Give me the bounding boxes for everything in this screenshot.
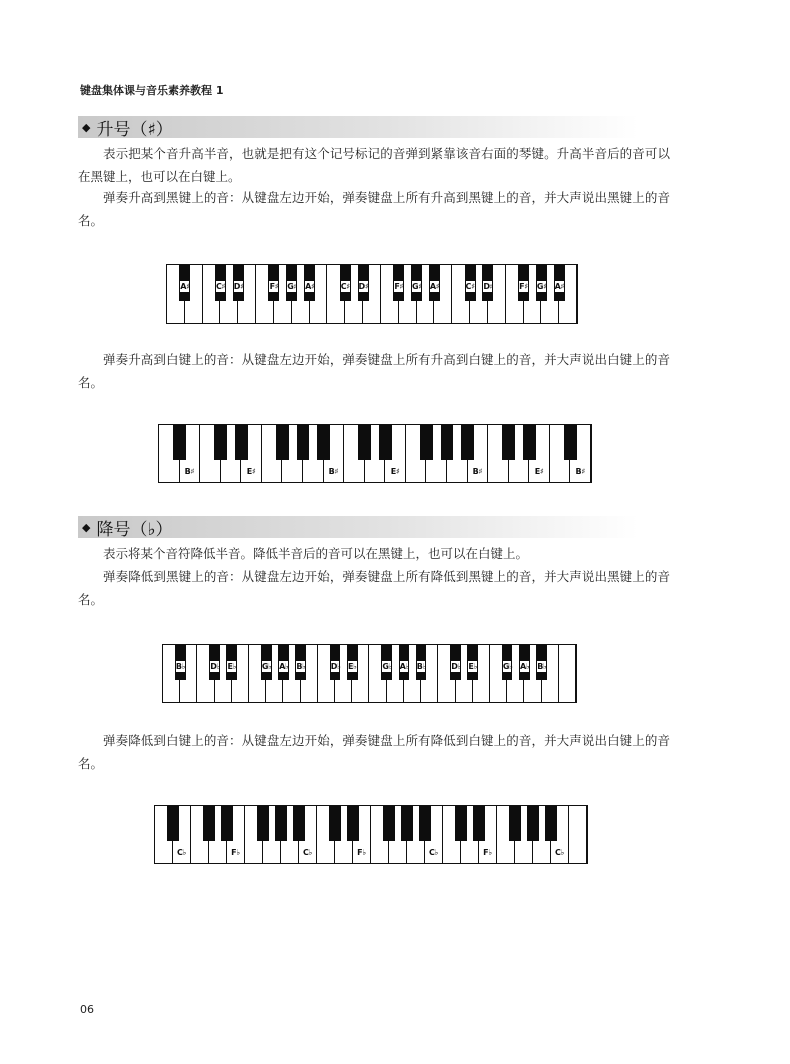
running-head: 键盘集体课与音乐素养教程 1: [80, 84, 224, 97]
black-key-label: D♯: [358, 282, 369, 292]
black-key: [179, 265, 190, 301]
white-key: [559, 645, 576, 702]
black-key: [429, 265, 440, 301]
black-key: [379, 425, 392, 460]
black-key: [304, 265, 315, 301]
black-key: [411, 265, 422, 301]
black-key-label: F♯: [269, 282, 279, 292]
black-key: [554, 265, 565, 301]
black-key: [347, 806, 358, 841]
black-key: [358, 425, 371, 460]
black-key: [215, 265, 226, 301]
black-key: [329, 806, 340, 841]
black-key: [502, 425, 515, 460]
white-key-label: B♯: [328, 467, 339, 476]
black-key: [203, 806, 214, 841]
black-key: [358, 265, 369, 301]
black-key: [416, 645, 427, 680]
black-key: [233, 265, 244, 301]
black-key: [536, 265, 547, 301]
black-key-label: D♭: [330, 661, 341, 671]
black-key-label: D♯: [233, 282, 244, 292]
black-key: [419, 806, 430, 841]
black-key-label: E♭: [227, 661, 237, 671]
black-key: [257, 806, 268, 841]
black-key: [519, 645, 530, 680]
black-key: [461, 425, 474, 460]
black-key: [523, 425, 536, 460]
black-key-label: C♯: [340, 282, 350, 292]
black-key: [340, 265, 351, 301]
black-key: [221, 806, 232, 841]
keyboard-flat-black: [162, 644, 577, 703]
white-key-label: E♯: [534, 467, 544, 476]
black-key-label: D♭: [210, 661, 221, 671]
black-key: [502, 645, 513, 680]
sharp-definition: 表示把某个音升高半音，也就是把有这个记号标记的音弹到紧靠该音右面的琴键。升高半音后的音可以在黑键上，也可以在白键上。: [78, 146, 670, 184]
section-header-flat: [78, 516, 638, 538]
black-key-label: A♭: [279, 661, 289, 671]
black-key-label: C♯: [465, 282, 475, 292]
black-key-label: F♯: [519, 282, 528, 292]
white-key-label: C♭: [428, 848, 439, 857]
white-key-label: C♭: [554, 848, 565, 857]
black-key: [276, 425, 289, 460]
black-key-label: G♯: [412, 282, 422, 292]
black-key: [175, 645, 186, 680]
black-key: [209, 645, 220, 680]
black-key-label: A♯: [429, 282, 440, 292]
black-key: [536, 645, 547, 680]
black-key: [441, 425, 454, 460]
black-key-label: B♭: [537, 661, 547, 671]
black-key: [399, 645, 410, 680]
black-key-label: F♯: [394, 282, 404, 292]
white-key-label: B♯: [575, 467, 585, 476]
black-key: [173, 425, 186, 460]
flat-definition: 表示将某个音符降低半音。降低半音后的音可以在黑键上，也可以在白键上。: [103, 546, 529, 561]
black-key: [261, 645, 272, 680]
white-key-label: F♭: [231, 848, 240, 857]
black-key-label: B♭: [296, 661, 306, 671]
white-key-label: B♯: [184, 467, 195, 476]
white-key-label: F♭: [357, 848, 366, 857]
black-key-label: G♭: [502, 661, 513, 671]
black-key-label: E♭: [468, 661, 478, 671]
black-key: [268, 265, 279, 301]
black-key-label: B♭: [175, 661, 186, 671]
black-key: [278, 645, 289, 680]
white-key: [569, 806, 587, 863]
black-key: [465, 265, 476, 301]
black-key-label: A♯: [554, 282, 565, 292]
black-key-label: D♭: [451, 661, 462, 671]
sharp-black-instruction: 弹奏升高到黑键上的音：从键盘左边开始，弹奏键盘上所有升高到黑键上的音，并大声说出黑键上的音名。: [78, 190, 670, 228]
black-key: [545, 806, 556, 841]
keyboard-sharp-black: [166, 264, 578, 324]
black-key: [401, 806, 412, 841]
black-key-label: B♭: [416, 661, 427, 671]
black-key: [527, 806, 538, 841]
white-key-label: E♯: [246, 467, 256, 476]
black-key: [467, 645, 478, 680]
black-key-label: A♯: [305, 282, 315, 292]
black-key: [347, 645, 358, 680]
black-key: [297, 425, 310, 460]
sharp-white-instruction: 弹奏升高到白键上的音：从键盘左边开始，弹奏键盘上所有升高到白键上的音，并大声说出白键上的音名。: [78, 352, 670, 390]
black-key: [518, 265, 529, 301]
flat-white-instruction: 弹奏降低到白键上的音：从键盘左边开始，弹奏键盘上所有降低到白键上的音，并大声说出白键上的音名。: [78, 733, 670, 771]
black-key-label: C♯: [215, 282, 226, 292]
section-title-sharp: 升号（♯）: [96, 119, 173, 140]
page-number: 06: [80, 1003, 94, 1016]
keyboard-flat-white: [154, 805, 588, 864]
black-key: [330, 645, 341, 680]
white-key-label: C♭: [176, 848, 187, 857]
section-title-flat: 降号（♭）: [96, 519, 173, 540]
section-header-sharp: [78, 116, 638, 138]
black-key-label: E♭: [347, 661, 357, 671]
black-key: [214, 425, 227, 460]
black-key: [473, 806, 484, 841]
black-key-label: G♭: [382, 661, 393, 671]
black-key: [450, 645, 461, 680]
black-key: [482, 265, 493, 301]
black-key-label: D♯: [483, 282, 494, 292]
black-key-label: G♭: [261, 661, 272, 671]
black-key-label: G♯: [287, 282, 298, 292]
black-key: [275, 806, 286, 841]
flat-black-instruction: 弹奏降低到黑键上的音：从键盘左边开始，弹奏键盘上所有降低到黑键上的音，并大声说出黑键上的音名。: [78, 569, 670, 607]
black-key: [167, 806, 178, 841]
black-key-label: A♭: [399, 661, 409, 671]
black-key: [564, 425, 577, 460]
black-key: [393, 265, 404, 301]
black-key: [509, 806, 520, 841]
keyboard-sharp-white: [158, 424, 592, 483]
white-key-label: F♭: [483, 848, 492, 857]
white-key-label: E♯: [390, 467, 400, 476]
black-key: [235, 425, 248, 460]
black-key: [286, 265, 297, 301]
black-key: [420, 425, 433, 460]
black-key: [381, 645, 392, 680]
black-key: [293, 806, 304, 841]
black-key: [295, 645, 306, 680]
diamond-bullet-icon: ◆: [82, 520, 91, 534]
black-key: [317, 425, 330, 460]
white-key-label: B♯: [472, 467, 483, 476]
black-key-label: A♯: [180, 282, 190, 292]
black-key-label: G♯: [536, 282, 547, 292]
white-key-label: C♭: [302, 848, 313, 857]
black-key: [455, 806, 466, 841]
black-key-label: A♭: [520, 661, 530, 671]
black-key: [383, 806, 394, 841]
diamond-bullet-icon: ◆: [82, 120, 91, 134]
black-key: [226, 645, 237, 680]
